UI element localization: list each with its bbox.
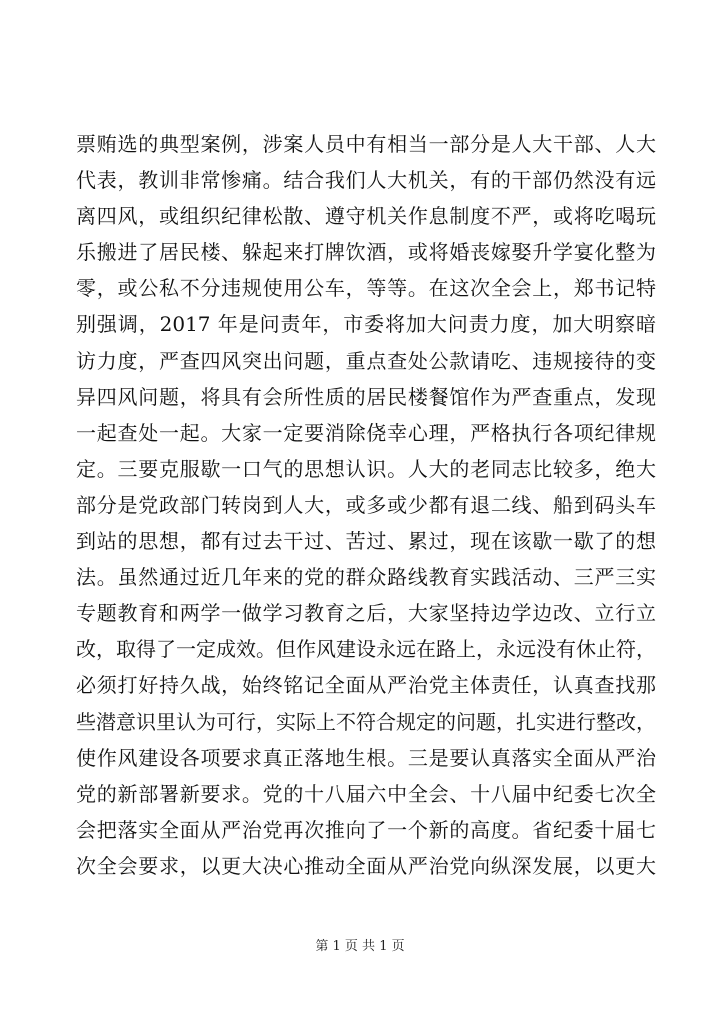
body-paragraph xyxy=(76,126,656,884)
text-line: 必须打好持久战，始终铭记全面从严治党主体责任，认真查找那 xyxy=(76,673,656,698)
page-footer: 第 1 页 共 1 页 xyxy=(315,939,405,954)
text-line: 访力度，严查四风突出问题，重点查处公款请吃、违规接待的变 xyxy=(76,348,656,373)
text-line: 次全会要求，以更大决心推动全面从严治党向纵深发展，以更大 xyxy=(76,853,656,878)
text-line: 党的新部署新要求。党的十八届六中全会、十八届中纪委七次全 xyxy=(76,781,656,806)
text-line: 会把落实全面从严治党再次推向了一个新的高度。省纪委十届七 xyxy=(76,817,656,842)
text-line: 到站的思想，都有过去干过、苦过、累过，现在该歇一歇了的想 xyxy=(76,529,656,554)
text-line: 票贿选的典型案例，涉案人员中有相当一部分是人大干部、人大 xyxy=(76,132,656,156)
text-line: 使作风建设各项要求真正落地生根。三是要认真落实全面从严治 xyxy=(76,745,656,770)
text-line: 异四风问题，将具有会所性质的居民楼餐馆作为严查重点，发现 xyxy=(76,384,656,409)
text-line: 离四风，或组织纪律松散、遵守机关作息制度不严，或将吃喝玩 xyxy=(76,204,656,229)
text-line: 一起查处一起。大家一定要消除侥幸心理，严格执行各项纪律规 xyxy=(76,420,656,445)
text-line: 法。虽然通过近几年来的党的群众路线教育实践活动、三严三实 xyxy=(76,565,656,590)
text-line: 部分是党政部门转岗到人大，或多或少都有退二线、船到码头车 xyxy=(76,492,656,517)
text-line: 乐搬进了居民楼、躲起来打牌饮酒，或将婚丧嫁娶升学宴化整为 xyxy=(76,240,656,265)
text-line: 零，或公私不分违规使用公车，等等。在这次全会上，郑书记特 xyxy=(76,276,656,301)
text-line: 别强调，2017 年是问责年，市委将加大问责力度，加大明察暗 xyxy=(76,312,656,337)
text-line: 定。三要克服歇一口气的思想认识。人大的老同志比较多，绝大 xyxy=(76,456,656,481)
text-line: 代表，教训非常惨痛。结合我们人大机关，有的干部仍然没有远 xyxy=(76,168,656,193)
text-line: 些潜意识里认为可行，实际上不符合规定的问题，扎实进行整改， xyxy=(76,709,656,734)
text-line: 改，取得了一定成效。但作风建设永远在路上，永远没有休止符， xyxy=(76,637,656,662)
text-line: 专题教育和两学一做学习教育之后，大家坚持边学边改、立行立 xyxy=(76,601,656,626)
